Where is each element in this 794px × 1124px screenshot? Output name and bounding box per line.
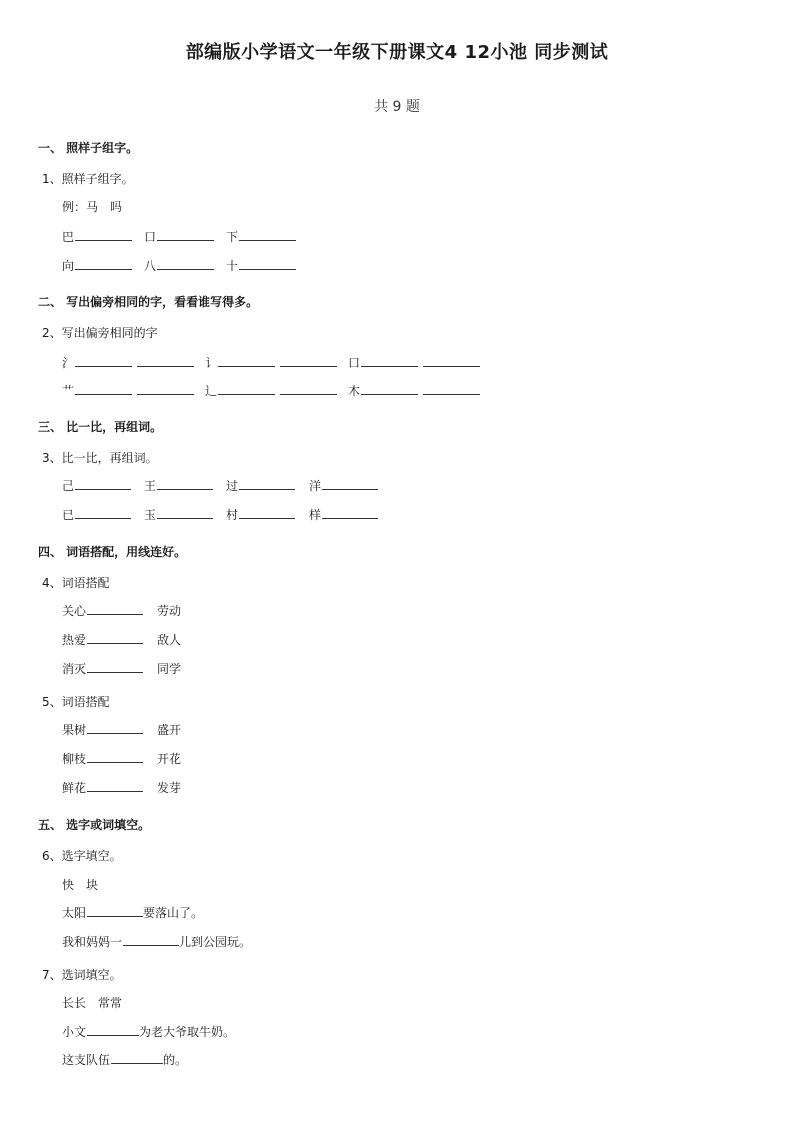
match-row (62, 660, 143, 677)
radical: 氵 (62, 356, 75, 370)
q1-char: 向 (62, 259, 75, 273)
section-heading-4: 四、 词语搭配，用线连好。 (38, 545, 187, 559)
q2-item (348, 382, 480, 399)
question-7-options: 长长 常常 (62, 996, 123, 1010)
q1-char: 十 (226, 259, 239, 273)
answer-blank[interactable] (137, 382, 194, 395)
match-left: 柳枝 (62, 752, 87, 766)
sentence-end: 的。 (163, 1053, 188, 1067)
answer-blank[interactable] (280, 354, 337, 367)
match-row (62, 602, 143, 619)
fill-sentence (62, 1023, 235, 1040)
answer-blank[interactable] (75, 257, 132, 270)
answer-blank[interactable] (87, 631, 143, 644)
answer-blank[interactable] (123, 933, 179, 946)
answer-blank[interactable] (87, 750, 143, 763)
answer-blank[interactable] (218, 354, 275, 367)
answer-blank[interactable] (75, 354, 132, 367)
q1-char: 八 (144, 259, 157, 273)
match-left: 热爱 (62, 633, 87, 647)
q1-item (226, 257, 296, 274)
q3-item (226, 506, 295, 523)
question-6-prompt: 6、选字填空。 (42, 849, 122, 863)
answer-blank[interactable] (75, 506, 131, 519)
q3-item (144, 477, 213, 494)
q3-item (144, 506, 213, 523)
q1-item (62, 257, 132, 274)
fill-sentence (62, 933, 251, 950)
q1-char: 口 (144, 230, 157, 244)
match-row (62, 721, 143, 738)
q3-item (62, 477, 131, 494)
q1-char: 下 (226, 230, 239, 244)
sentence-end: 为老大爷取牛奶。 (139, 1025, 236, 1039)
q3-char: 村 (226, 508, 239, 522)
question-2-prompt: 2、写出偏旁相同的字 (42, 326, 158, 340)
q2-item (62, 354, 194, 371)
sentence-end: 要落山了。 (143, 906, 204, 920)
match-left: 消灭 (62, 662, 87, 676)
answer-blank[interactable] (87, 660, 143, 673)
answer-blank[interactable] (239, 228, 296, 241)
answer-blank[interactable] (423, 382, 480, 395)
answer-blank[interactable] (157, 506, 213, 519)
answer-blank[interactable] (87, 602, 143, 615)
q3-char: 玉 (144, 508, 157, 522)
q3-char: 洋 (309, 479, 322, 493)
question-3-prompt: 3、比一比，再组词。 (42, 451, 158, 465)
section-heading-3: 三、 比一比，再组词。 (38, 420, 163, 434)
answer-blank[interactable] (111, 1051, 163, 1064)
radical: 艹 (62, 384, 75, 398)
answer-blank[interactable] (87, 904, 143, 917)
q1-item (62, 228, 132, 245)
sentence-end: 儿到公园玩。 (179, 935, 252, 949)
section-heading-5: 五、 选字或词填空。 (38, 818, 151, 832)
match-left: 关心 (62, 604, 87, 618)
answer-blank[interactable] (239, 477, 295, 490)
q1-item (226, 228, 296, 245)
match-right: 开花 (157, 752, 182, 766)
q1-char: 巴 (62, 230, 75, 244)
q3-item (309, 506, 378, 523)
radical: 口 (348, 356, 361, 370)
answer-blank[interactable] (137, 354, 194, 367)
q3-char: 已 (62, 508, 75, 522)
question-6-options: 快 块 (62, 878, 99, 892)
q3-item (309, 477, 378, 494)
q3-item (62, 506, 131, 523)
answer-blank[interactable] (87, 1023, 139, 1036)
q2-item (205, 382, 337, 399)
answer-blank[interactable] (280, 382, 337, 395)
q2-item (348, 354, 480, 371)
answer-blank[interactable] (218, 382, 275, 395)
answer-blank[interactable] (157, 257, 214, 270)
q3-char: 样 (309, 508, 322, 522)
section-heading-2: 二、 写出偏旁相同的字，看看谁写得多。 (38, 295, 259, 309)
answer-blank[interactable] (239, 257, 296, 270)
answer-blank[interactable] (361, 382, 418, 395)
q2-item (205, 354, 337, 371)
question-1-example: 例：马 吗 (62, 200, 123, 214)
page-title: 部编版小学语文一年级下册课文4 12小池 同步测试 (185, 42, 609, 63)
fill-sentence (62, 904, 203, 921)
answer-blank[interactable] (322, 477, 378, 490)
q3-item (226, 477, 295, 494)
fill-sentence (62, 1051, 187, 1068)
question-7-prompt: 7、选词填空。 (42, 968, 122, 982)
question-1-prompt: 1、照样子组字。 (42, 172, 134, 186)
question-5-prompt: 5、词语搭配 (42, 695, 110, 709)
q2-item (62, 382, 194, 399)
sentence-start: 小文 (62, 1025, 87, 1039)
answer-blank[interactable] (87, 779, 143, 792)
q1-item (144, 257, 214, 274)
match-row (62, 779, 143, 796)
match-right: 盛开 (157, 723, 182, 737)
answer-blank[interactable] (75, 382, 132, 395)
sentence-start: 我和妈妈一 (62, 935, 123, 949)
match-right: 同学 (157, 662, 182, 676)
answer-blank[interactable] (87, 721, 143, 734)
match-row (62, 631, 143, 648)
question-count: 共 9 题 (374, 99, 420, 115)
match-right: 劳动 (157, 604, 182, 618)
answer-blank[interactable] (157, 477, 213, 490)
q3-char: 过 (226, 479, 239, 493)
match-row (62, 750, 143, 767)
question-4-prompt: 4、词语搭配 (42, 576, 110, 590)
q3-char: 己 (62, 479, 75, 493)
match-left: 鲜花 (62, 781, 87, 795)
answer-blank[interactable] (423, 354, 480, 367)
match-left: 果树 (62, 723, 87, 737)
answer-blank[interactable] (75, 228, 132, 241)
match-right: 敌人 (157, 633, 182, 647)
answer-blank[interactable] (75, 477, 131, 490)
radical: 辶 (205, 384, 218, 398)
answer-blank[interactable] (157, 228, 214, 241)
radical: 讠 (205, 356, 218, 370)
sentence-start: 这支队伍 (62, 1053, 111, 1067)
sentence-start: 太阳 (62, 906, 87, 920)
q1-item (144, 228, 214, 245)
section-heading-1: 一、 照样子组字。 (38, 141, 139, 155)
match-right: 发芽 (157, 781, 182, 795)
answer-blank[interactable] (322, 506, 378, 519)
q3-char: 王 (144, 479, 157, 493)
answer-blank[interactable] (239, 506, 295, 519)
radical: 木 (348, 384, 361, 398)
answer-blank[interactable] (361, 354, 418, 367)
